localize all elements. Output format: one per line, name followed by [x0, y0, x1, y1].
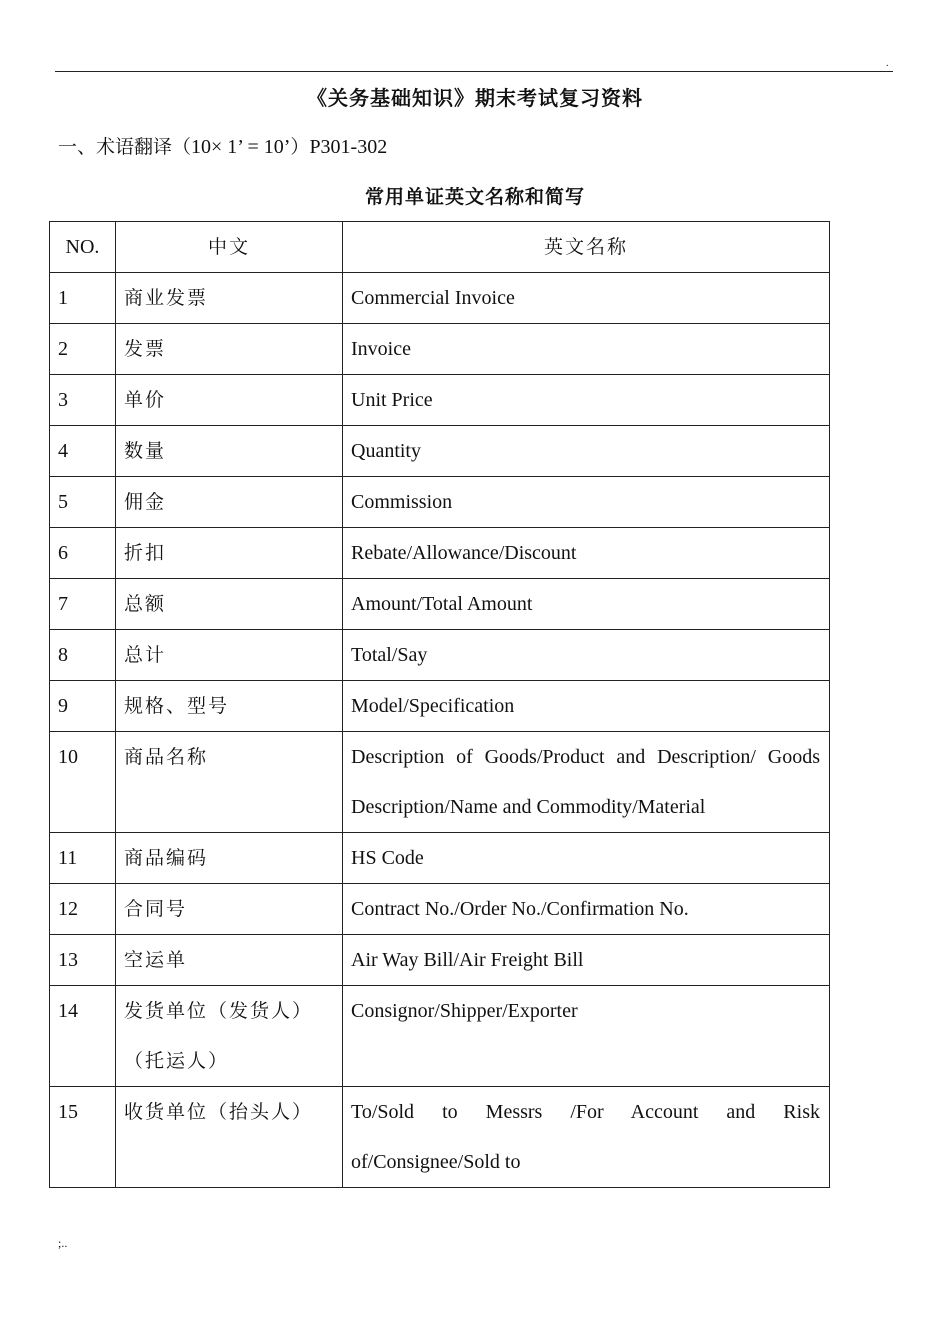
- row-english-term: Quantity: [343, 426, 830, 477]
- table-row: [50, 324, 830, 375]
- section-heading-prefix: 一、术语翻译（: [58, 136, 192, 158]
- table-row: [50, 426, 830, 477]
- section-heading-suffix: ）: [290, 136, 310, 158]
- row-number: 7: [50, 579, 116, 630]
- document-title: 《关务基础知识》期末考试复习资料: [307, 86, 643, 110]
- terms-table-body: [50, 222, 830, 1188]
- row-english-term: Contract No./Order No./Confirmation No.: [343, 884, 830, 935]
- table-header-row: [50, 222, 830, 273]
- header-mark: .: [886, 58, 889, 69]
- row-english-term: Description of Goods/Product and Description/ Goods Description/Name and Commodity/Material: [343, 732, 830, 833]
- table-row: [50, 630, 830, 681]
- row-chinese-term: 商品名称: [116, 732, 343, 833]
- footer-mark: ;..: [58, 1236, 68, 1250]
- row-english-term: Amount/Total Amount: [343, 579, 830, 630]
- row-chinese-term: 空运单: [116, 935, 343, 986]
- section-heading-score: 10× 1’ = 10’: [191, 136, 291, 158]
- table-row: [50, 579, 830, 630]
- table-row: [50, 935, 830, 986]
- table-caption: 常用单证英文名称和简写: [364, 186, 585, 208]
- row-number: 3: [50, 375, 116, 426]
- row-number: 11: [50, 833, 116, 884]
- row-english-term: Total/Say: [343, 630, 830, 681]
- row-number: 10: [50, 732, 116, 833]
- row-chinese-term: 规格、型号: [116, 681, 343, 732]
- row-english-term: Consignor/Shipper/Exporter: [343, 986, 830, 1087]
- row-chinese-term: 佣金: [116, 477, 343, 528]
- row-english-term: Unit Price: [343, 375, 830, 426]
- column-header-no: NO.: [50, 222, 116, 273]
- row-english-term: HS Code: [343, 833, 830, 884]
- row-number: 5: [50, 477, 116, 528]
- row-number: 6: [50, 528, 116, 579]
- row-english-term: Model/Specification: [343, 681, 830, 732]
- header-rule: [55, 71, 893, 72]
- row-number: 8: [50, 630, 116, 681]
- row-chinese-term: 折扣: [116, 528, 343, 579]
- row-chinese-term: 数量: [116, 426, 343, 477]
- row-chinese-term: 商品编码: [116, 833, 343, 884]
- terms-table: [49, 221, 830, 1188]
- table-row: [50, 1087, 830, 1188]
- row-chinese-term: 商业发票: [116, 273, 343, 324]
- row-number: 12: [50, 884, 116, 935]
- row-english-term: Commercial Invoice: [343, 273, 830, 324]
- row-number: 14: [50, 986, 116, 1087]
- row-number: 1: [50, 273, 116, 324]
- row-chinese-term: 总计: [116, 630, 343, 681]
- row-number: 2: [50, 324, 116, 375]
- table-row: [50, 732, 830, 833]
- row-english-term: Air Way Bill/Air Freight Bill: [343, 935, 830, 986]
- row-chinese-term: 合同号: [116, 884, 343, 935]
- table-row: [50, 833, 830, 884]
- row-english-term: Commission: [343, 477, 830, 528]
- row-chinese-term: 总额: [116, 579, 343, 630]
- row-number: 15: [50, 1087, 116, 1188]
- row-english-term: To/Sold to Messrs /For Account and Risk of/Consignee/Sold to: [343, 1087, 830, 1188]
- table-row: [50, 375, 830, 426]
- row-number: 4: [50, 426, 116, 477]
- column-header-english: 英文名称: [343, 222, 830, 273]
- section-heading: [58, 132, 387, 159]
- table-row: [50, 884, 830, 935]
- row-english-term: Rebate/Allowance/Discount: [343, 528, 830, 579]
- row-chinese-term: 发票: [116, 324, 343, 375]
- column-header-chinese: 中文: [116, 222, 343, 273]
- row-chinese-term: 发货单位（发货人）（托运人）: [116, 986, 343, 1087]
- row-chinese-term: 收货单位（抬头人）: [116, 1087, 343, 1188]
- table-row: [50, 273, 830, 324]
- row-chinese-term: 单价: [116, 375, 343, 426]
- table-row: [50, 681, 830, 732]
- section-heading-pages: P301-302: [309, 136, 388, 158]
- row-number: 13: [50, 935, 116, 986]
- table-row: [50, 477, 830, 528]
- table-row: [50, 528, 830, 579]
- row-english-term: Invoice: [343, 324, 830, 375]
- table-row: [50, 986, 830, 1087]
- row-number: 9: [50, 681, 116, 732]
